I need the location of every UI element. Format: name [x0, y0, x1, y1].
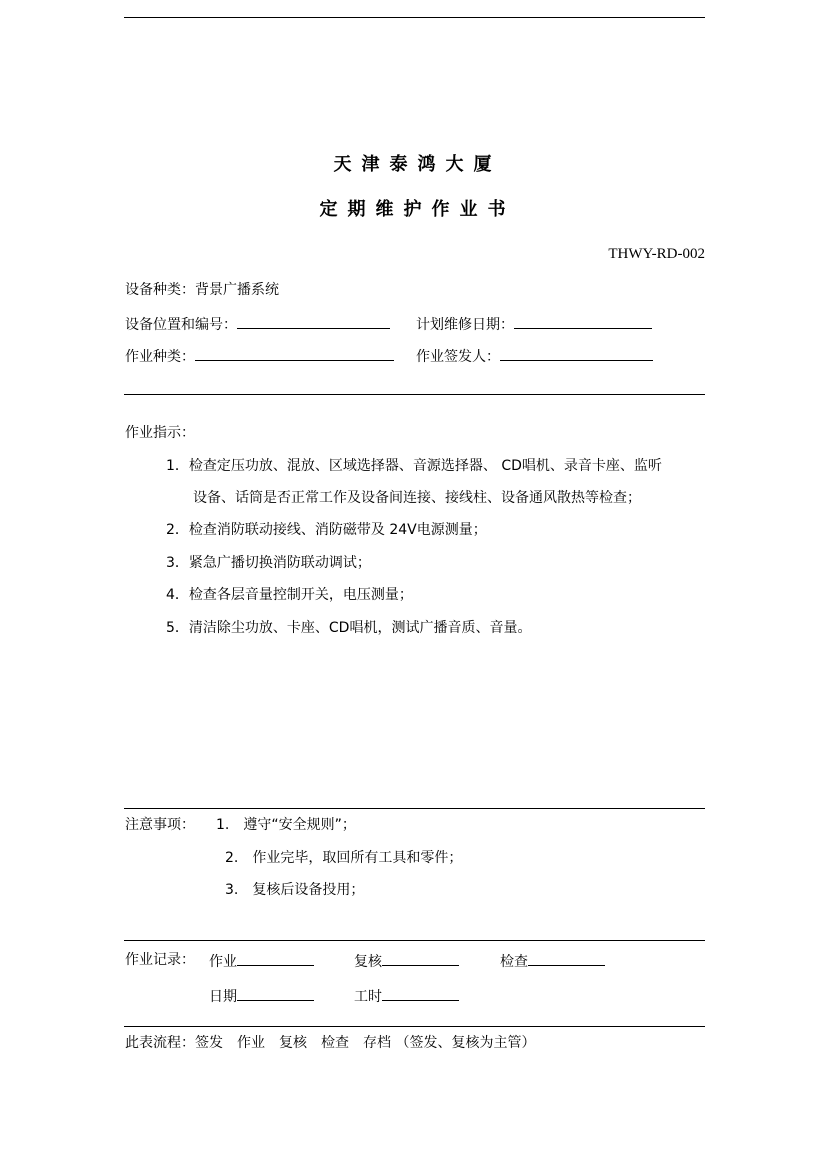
equipment-type-label: 设备种类：	[125, 282, 195, 298]
instruction-item: 2．检查消防联动接线、消防磁带及 24V电源测量；	[166, 522, 487, 538]
plan-date-field[interactable]	[514, 314, 652, 329]
note-item: 1. 遵守“安全规则”；	[216, 817, 356, 833]
record-review-label: 复核	[354, 954, 382, 970]
company-title: 天津泰鸿大厦	[333, 154, 502, 175]
record-label: 作业记录：	[125, 952, 195, 968]
instruction-item: 1．检查定压功放、混放、区域选择器、音源选择器、 CD唱机、录音卡座、监听	[166, 458, 662, 474]
location-row	[125, 314, 390, 334]
document-title: 定期维护作业书	[319, 199, 516, 220]
record-review	[354, 951, 459, 971]
plan-date-row	[416, 314, 652, 334]
record-work-field[interactable]	[237, 951, 314, 966]
instruction-item: 5．清洁除尘功放、卡座、CD唱机，测试广播音质、音量。	[166, 620, 532, 636]
record-work	[209, 951, 314, 971]
record-inspect	[500, 951, 605, 971]
instruction-item: 设备、话筒是否正常工作及设备间连接、接线柱、设备通风散热等检查；	[193, 490, 641, 506]
top-rule	[124, 17, 705, 18]
job-type-row	[125, 346, 394, 366]
section-rule-3	[124, 940, 705, 941]
section-rule-4	[124, 1026, 705, 1027]
location-label: 设备位置和编号：	[125, 317, 237, 333]
issuer-row	[416, 346, 653, 366]
job-type-field[interactable]	[195, 346, 394, 361]
record-hours-field[interactable]	[382, 986, 459, 1001]
equipment-type-row	[125, 281, 279, 299]
record-work-label: 作业	[209, 954, 237, 970]
instruction-item: 4．检查各层音量控制开关，电压测量；	[166, 587, 413, 603]
instructions-label: 作业指示：	[125, 425, 195, 441]
section-rule-2	[124, 808, 705, 809]
record-inspect-label: 检查	[500, 954, 528, 970]
note-item: 3. 复核后设备投用；	[225, 882, 365, 898]
record-inspect-field[interactable]	[528, 951, 605, 966]
job-type-label: 作业种类：	[125, 349, 195, 365]
notes-label: 注意事项：	[125, 817, 195, 833]
flow-text: 此表流程：签发 作业 复核 检查 存档 （签发、复核为主管）	[125, 1035, 536, 1051]
instruction-item: 3．紧急广播切换消防联动调试；	[166, 555, 371, 571]
location-field[interactable]	[237, 314, 390, 329]
record-hours-label: 工时	[354, 989, 382, 1005]
record-date-label: 日期	[209, 989, 237, 1005]
section-rule-1	[124, 394, 705, 395]
record-review-field[interactable]	[382, 951, 459, 966]
record-hours	[354, 986, 459, 1006]
issuer-field[interactable]	[500, 346, 653, 361]
document-code: THWY-RD-002	[608, 246, 705, 262]
note-item: 2. 作业完毕，取回所有工具和零件；	[225, 850, 463, 866]
equipment-type-value: 背景广播系统	[195, 282, 279, 298]
record-date	[209, 986, 314, 1006]
issuer-label: 作业签发人：	[416, 349, 500, 365]
plan-date-label: 计划维修日期：	[416, 317, 514, 333]
record-date-field[interactable]	[237, 986, 314, 1001]
